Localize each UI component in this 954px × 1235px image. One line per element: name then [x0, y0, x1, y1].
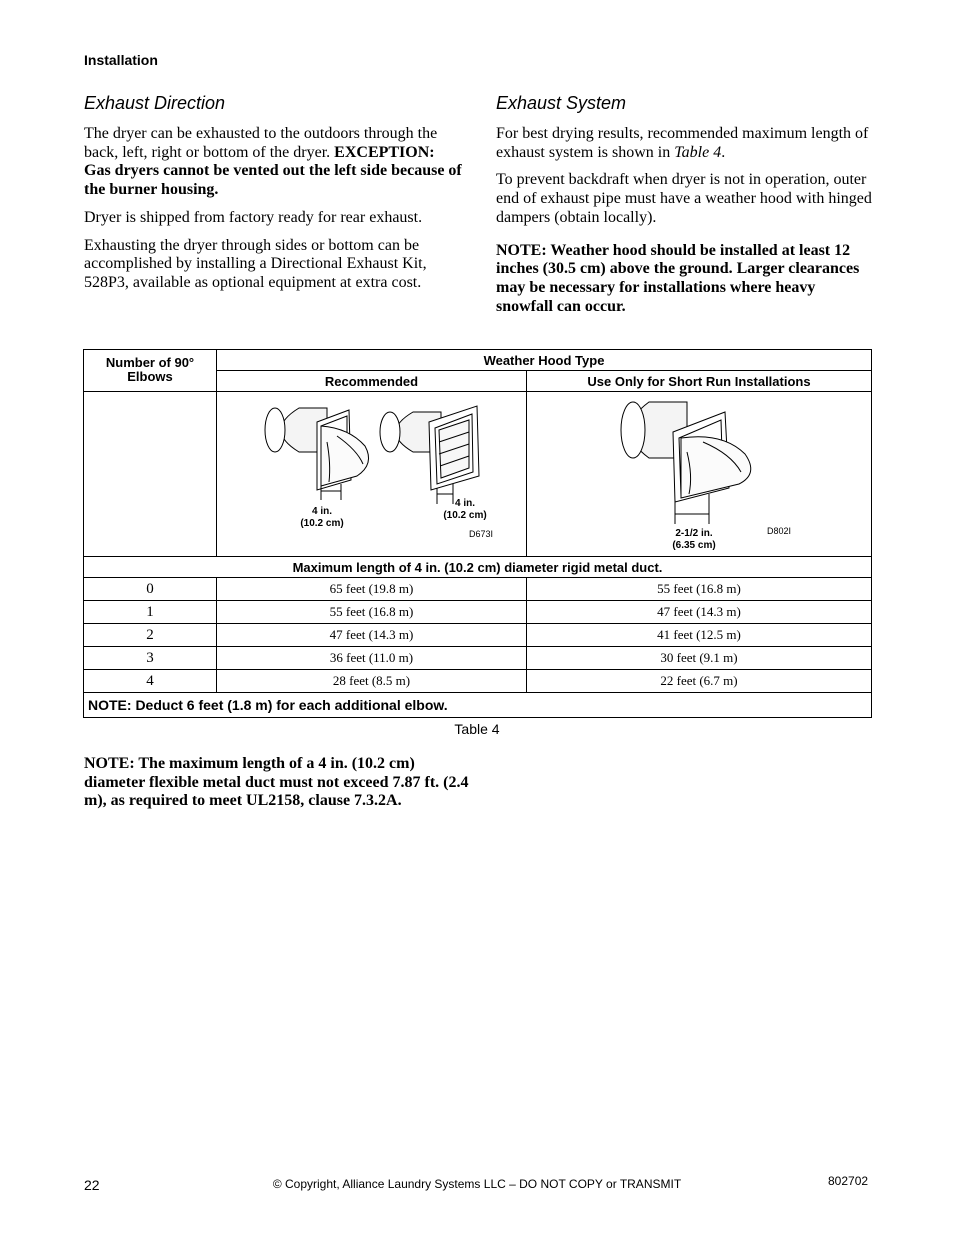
exhaust-direction-paragraph-1 [84, 125, 464, 200]
table-caption: Table 4 [454, 721, 500, 737]
elbows-column-header: Number of 90° Elbows [84, 350, 217, 392]
recommended-length: 36 feet (11.0 m) [217, 647, 527, 670]
recommended-length: 47 feet (14.3 m) [217, 624, 527, 647]
exhaust-direction-paragraph-3: Exhausting the dryer through sides or bottom can be accomplished by installing a Directional Exhaust Kit, 528P3, available as optional equipment at extra cost. [84, 236, 427, 291]
exhaust-direction-paragraph-2: Dryer is shipped from factory ready for rear exhaust. [84, 208, 423, 226]
short-run-length: 47 feet (14.3 m) [527, 601, 872, 624]
elbow-count: 3 [84, 647, 217, 670]
hood2-dimension-label: 4 in. (10.2 cm) [443, 498, 487, 521]
exhaust-direction-section [84, 92, 464, 302]
table-row [84, 624, 872, 647]
figure-code-right: D802I [767, 526, 792, 536]
page-number: 22 [84, 1177, 100, 1193]
empty-figure-cell [84, 392, 217, 557]
louvered-hood-drawing [380, 406, 479, 490]
copyright-notice: © Copyright, Alliance Laundry Systems LLC – DO NOT COPY or TRANSMIT [272, 1177, 682, 1191]
document-number: 802702 [828, 1174, 869, 1188]
recommended-length: 65 feet (19.8 m) [217, 578, 527, 601]
recommended-length: 55 feet (16.8 m) [217, 601, 527, 624]
table-row [84, 601, 872, 624]
paragraph-text: The dryer can be exhausted to the outdoors through the back, left, right or bottom of the dryer. [84, 125, 438, 161]
recommended-hoods-figure [217, 392, 527, 557]
short-run-length: 22 feet (6.7 m) [527, 670, 872, 693]
additional-elbow-note: NOTE: Deduct 6 feet (1.8 m) for each additional elbow. [84, 693, 872, 718]
paragraph-text: For best drying results, recommended maximum length of exhaust system is shown in [496, 125, 869, 161]
exception-text: EXCEPTION: Gas dryers cannot be vented out the left side because of the burner housing. [84, 143, 462, 199]
exhaust-system-section [496, 92, 876, 325]
weather-hood-type-header: Weather Hood Type [217, 350, 872, 371]
short-run-column-header: Use Only for Short Run Installations [527, 371, 872, 392]
elbow-count: 0 [84, 578, 217, 601]
exhaust-length-table [83, 349, 872, 718]
table-reference: Table 4 [674, 143, 722, 161]
exhaust-direction-heading: Exhaust Direction [84, 93, 226, 113]
section-label: Installation [84, 52, 158, 68]
table-row [84, 670, 872, 693]
rigid-duct-subheader: Maximum length of 4 in. (10.2 cm) diameter rigid metal duct. [84, 557, 872, 578]
short-run-length: 41 feet (12.5 m) [527, 624, 872, 647]
table-row [84, 647, 872, 670]
recommended-length: 28 feet (8.5 m) [217, 670, 527, 693]
table-row [84, 578, 872, 601]
exhaust-system-paragraph-2: To prevent backdraft when dryer is not in operation, outer end of exhaust pipe must have a weather hood with hinged dampers (obtain locally). [496, 171, 872, 226]
elbow-count: 4 [84, 670, 217, 693]
exhaust-system-heading: Exhaust System [496, 93, 627, 113]
figure-code-left: D673I [469, 529, 494, 539]
flexible-duct-note: NOTE: The maximum length of a 4 in. (10.2 cm) diameter flexible metal duct must not exceed 7.87 ft. (2.4 m), as required to meet UL2158, clause 7.3.2A. [84, 755, 469, 809]
cap-hood-drawing [265, 408, 369, 490]
paragraph-end: . [721, 143, 726, 161]
recommended-column-header: Recommended [217, 371, 527, 392]
short-run-hood-figure [527, 392, 872, 557]
elbow-count: 2 [84, 624, 217, 647]
elbow-count: 1 [84, 601, 217, 624]
exhaust-system-paragraph-1 [496, 125, 876, 162]
short-run-length: 55 feet (16.8 m) [527, 578, 872, 601]
short-run-length: 30 feet (9.1 m) [527, 647, 872, 670]
weather-hood-note: NOTE: Weather hood should be installed at least 12 inches (30.5 cm) above the ground. Larger clearances may be necessary for installations where heavy snowfall can occur. [496, 241, 860, 315]
large-cap-hood-drawing [621, 402, 751, 502]
hood1-dimension-label: 4 in. (10.2 cm) [300, 506, 344, 529]
hood3-dimension-label: 2-1/2 in. (6.35 cm) [672, 528, 716, 551]
